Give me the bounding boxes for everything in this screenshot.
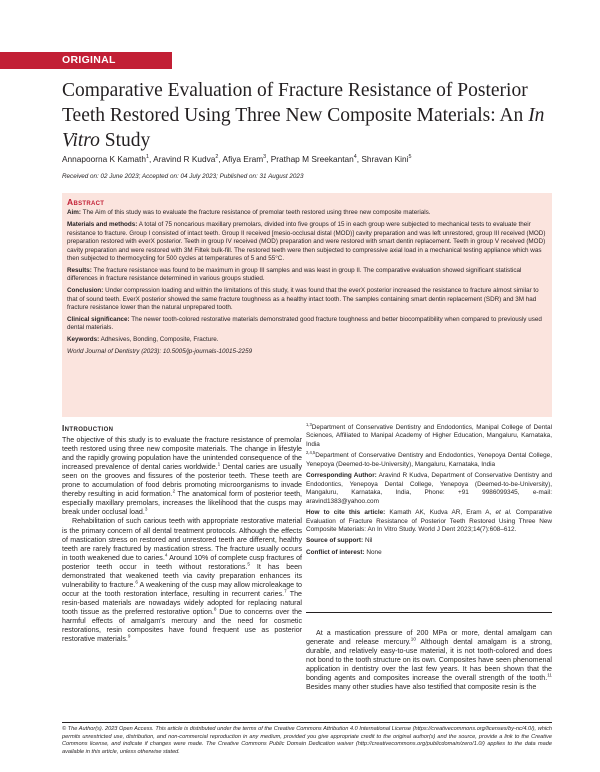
affiliation: $^{2,4,5}$Department of Conservative Dentistry and Endodontics, Yenepoya Dental College, Yenepoya (Deemed-to-be-University), Mangaluru, Karnataka, India: [306, 450, 552, 468]
abstract-keywords: Keywords: Adhesives, Bonding, Composite, Fracture.: [67, 336, 219, 344]
article-title: Comparative Evaluation of Fracture Resistance of Posterior Teeth Restored Using Three New Composite Materials: An In Vitro Study: [62, 80, 545, 151]
author-list: Annapoorna K Kamath$^1$, Aravind R Kudva$^2$, Afiya Eram$^3$, Prathap M Sreekantan$^4$, Shravan Kini$^5$: [62, 154, 412, 164]
source-of-support: Source of support: Nil: [306, 537, 373, 545]
introduction-heading: Introduction: [62, 424, 114, 433]
author: Annapoorna K Kamath$^1$: [62, 154, 149, 164]
journal-citation: World Journal of Dentistry (2023): 10.5005/jp-journals-10015-2259: [67, 348, 253, 356]
author: Prathap M Sreekantan$^4$: [270, 154, 357, 164]
intro-paragraph-2: Rehabilitation of such carious teeth with appropriate restorative material is the primary concern of all dental treatment protocols. Although the effects of mastication stress on restored and unrestored teeth are different, healthy teeth are rarely fractured by mastication stress. The fracture usually occurs in tooth weakened due to caries.$^4$ Around 10% of complete cusp fractures of posterior teeth occur in teeth without restorations.$^5$ It has been demonstrated that weakened teeth via cavity preparation enhances its vulnerability to fracture.$^6$ A weakening of the cusp may allow microleakage to occur at the tooth restoration interface, resulting in recurrent caries.$^7$ The resin-based materials are nowadays widely adopted for replacing natural tooth tissue as the preferred restorative option.$^8$ Due to concerns over the harmful effects of amalgam's mercury and the need for cosmetic restorations, resin composites have found frequent use as posterior restorative materials.$^9$: [62, 517, 303, 644]
abstract-box: [62, 193, 552, 417]
abstract-clinical-significance: Clinical significance: The newer tooth-colored restorative materials demonstrated good fracture toughness and better biocompatibility when compared to previously used dental materials.: [67, 315, 542, 332]
abstract-aim: Aim: The Aim of this study was to evaluate the fracture resistance of premolar teeth restored using three new composite materials.: [67, 209, 431, 217]
body-paragraph: At a mastication pressure of 200 MPa or more, dental amalgam can generate and release mercury.$^{10}$ Although dental amalgam is a strong, durable, and relatively easy-to-use material, it is not tooth-colored and does not bond to the tooth structure on its own. Composites have seen phenomenal application in dentistry over the last few years. It has been shown that the bonding agents and composites increase the overall strength of the tooth.$^{11}$ Besides many other studies have also testified that composite resin is the: [306, 629, 552, 692]
section-tag: ORIGINAL RESEARCH: [0, 52, 172, 69]
author: Afiya Eram$^3$: [222, 154, 267, 164]
right-body-text: [306, 629, 552, 695]
conflict-of-interest: Conflict of interest: None: [306, 548, 382, 556]
footer-divider: [62, 722, 552, 723]
publication-dates: Received on: 02 June 2023; Accepted on: 04 July 2023; Published on: 31 August 2023: [62, 173, 304, 180]
affiliation-divider: [306, 612, 552, 613]
right-column: [306, 421, 553, 560]
abstract-methods: Materials and methods: A total of 75 noncarious maxillary premolars, divided into five groups of 15 in each group were subjected to mechanical tests to evaluate their resistance to fracture. Group I consisted of intact teeth. Group II received [mesio-occlusal distal (MOD)] cavity preparation and was left unrestored, group III received (MOD) preparation restored with everX posterior. Teeth in group IV received (MOD) preparation and were restored with smart dentin replacement. Teeth in group V received (MOD) cavity preparation and were restored with 3M Filtek bulk-fill. The restored teeth were then subjected to compressive axial load in a mechanical testing appliance which was then subjected to thermocycling for 500 cycles at temperatures of 5 and 55°C.: [67, 221, 546, 262]
license-notice: © The Author(s). 2023 Open Access. This article is distributed under the terms of the Creative Commons Attribution 4.0 International License (https://creativecommons.org/licenses/by-nc/4.0/), which permits unrestricted use, distribution, and non-commercial reproduction in any medium, provided you give appropriate credit to the original author(s) and the source, provide a link to the Creative Commons license, and indicate if changes were made. The Creative Commons Public Domain Dedication waiver (http://creativecommons.org/publicdomain/zero/1.0/) applies to the data made available in this article, unless otherwise stated.: [62, 726, 552, 755]
corresponding-author: Corresponding Author: Aravind R Kudva, Department of Conservative Dentistry and Endodontics, Yenepoya Dental College, Yenepoya (Deemed-to-be-University), Mangaluru, Karnataka, India, Phone: +91 9986099345, e-mail: aravind1383@yahoo.com: [306, 472, 553, 505]
how-to-cite: How to cite this article: Kamath AK, Kudva AR, Eram A, et al. Comparative Evaluation of Fracture Resistance of Posterior Teeth Restored Using Three New Composite Materials: An In Vitro Study. World J Dent 2023;14(7):608–612.: [306, 509, 552, 533]
abstract-conclusion: Conclusion: Under compression loading and within the limitations of this study, it was found that the everX posterior increased the resistance to fracture almost similar to that of sound teeth. EverX posterior showed the same fracture toughness as a healthy intact tooth. The samples containing smart dentin replacement (SDR) and 3M had fracture resistance lower than the natural unprepared tooth.: [67, 287, 539, 311]
abstract-heading: Abstract: [67, 197, 105, 207]
introduction-column: [62, 424, 302, 644]
author: Shravan Kini$^5$: [361, 154, 412, 164]
author: Aravind R Kudva$^2$: [153, 154, 219, 164]
affiliation: $^{1,3}$Department of Conservative Dentistry and Endodontics, Manipal College of Dental Sciences, Affiliated to Manipal Academy of Higher Education, Mangaluru, Karnataka, India: [306, 421, 552, 448]
intro-paragraph-1: The objective of this study is to evaluate the fracture resistance of premolar teeth restored using three new composite materials. The change in lifestyle and the rapidly growing population have the unintended consequence of the increased prevalence of dental caries worldwide.$^1$ Dental caries are usually seen on the grooves and fissures of the posterior teeth. These teeth are prone to accumulation of food debris promoting microorganisms to invade thereby resulting in acid formation.$^2$ The anatomical form of posterior teeth, especially maxillary premolars, increases the likelihood that the cusps may break under occlusal load.$^3$: [62, 436, 302, 517]
abstract-results: Results: The fracture resistance was found to be maximum in group III samples and was least in group II. The comparative evaluation showed significant statistical differences in fracture resistance determined in various groups studied.: [67, 266, 522, 283]
